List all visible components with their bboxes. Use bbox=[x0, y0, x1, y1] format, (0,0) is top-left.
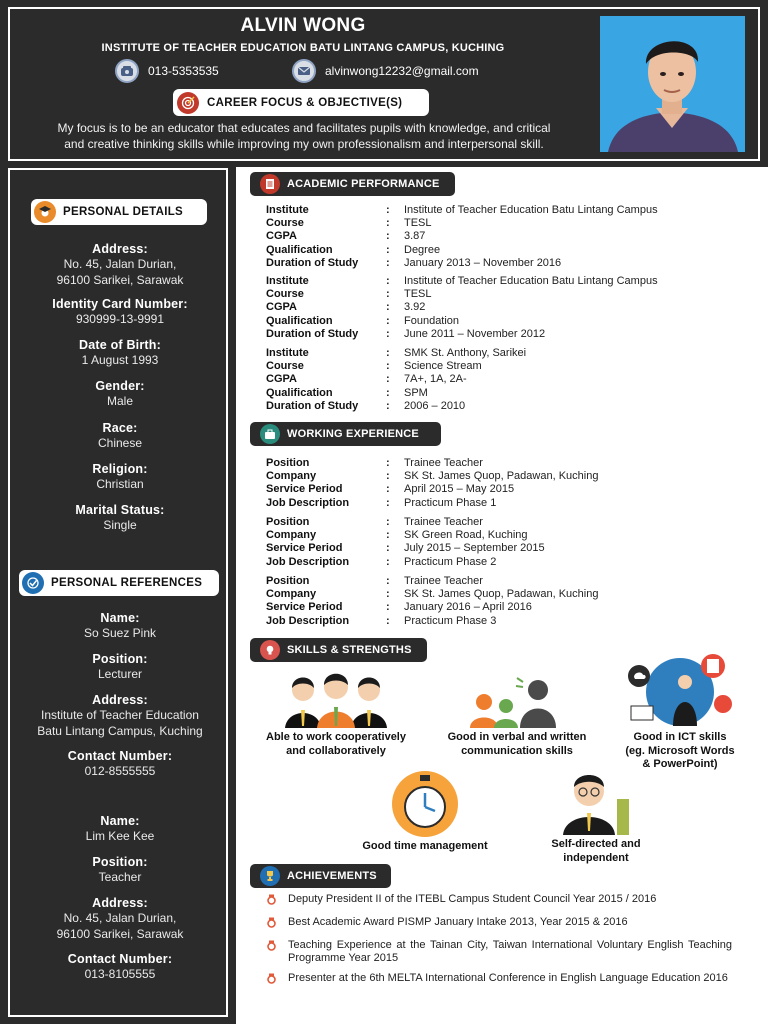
personal-details-title: PERSONAL DETAILS bbox=[63, 206, 184, 218]
kv-row bbox=[266, 301, 746, 314]
field-value: Teacher bbox=[98, 870, 142, 884]
field-value: Lecturer bbox=[97, 667, 143, 681]
document-icon bbox=[260, 174, 280, 194]
kv-colon: : bbox=[386, 542, 390, 555]
kv-value: 2006 – 2010 bbox=[404, 399, 466, 412]
field-value: So Suez Pink bbox=[83, 626, 157, 640]
resume-header bbox=[0, 0, 768, 167]
kv-colon: : bbox=[386, 360, 390, 373]
kv-colon: : bbox=[386, 327, 390, 340]
skill-ict bbox=[606, 650, 754, 772]
kv-key: Company bbox=[266, 529, 317, 542]
detail-ic-number bbox=[10, 297, 230, 327]
kv-key: CGPA bbox=[266, 373, 297, 386]
achievements-title: ACHIEVEMENTS bbox=[287, 870, 377, 882]
kv-key: Job Description bbox=[266, 555, 350, 568]
stopwatch-icon bbox=[385, 771, 465, 837]
ref1-address bbox=[10, 693, 230, 739]
field-value: Lim Kee Kee bbox=[85, 829, 155, 843]
kv-value: Practicum Phase 2 bbox=[404, 555, 497, 568]
skill-caption: & PowerPoint) bbox=[642, 758, 718, 770]
briefcase-icon bbox=[260, 424, 280, 444]
field-value: Chinese bbox=[97, 436, 143, 450]
kv-colon: : bbox=[386, 529, 390, 542]
email-icon bbox=[292, 59, 316, 83]
achievement-text: Teaching Experience at the Tainan City, Taiwan International Voluntary English Teaching Programme Year 2015 bbox=[288, 939, 732, 964]
field-value: Male bbox=[106, 394, 133, 408]
kv-key: Qualification bbox=[266, 386, 333, 399]
reader-icon bbox=[559, 771, 633, 835]
profile-photo bbox=[600, 16, 745, 152]
kv-colon: : bbox=[386, 256, 390, 269]
graduate-icon bbox=[34, 201, 56, 223]
kv-colon: : bbox=[386, 588, 390, 601]
academic-performance-label bbox=[250, 172, 455, 196]
field-label: Contact Number: bbox=[67, 749, 173, 763]
kv-colon: : bbox=[386, 470, 390, 483]
kv-key: Duration of Study bbox=[266, 327, 359, 340]
skill-caption: Good time management bbox=[362, 840, 488, 852]
kv-value: TESL bbox=[404, 288, 432, 301]
kv-value: 3.92 bbox=[404, 301, 426, 314]
main-content bbox=[236, 167, 768, 1024]
kv-value: Practicum Phase 3 bbox=[404, 614, 497, 627]
communication-icon bbox=[462, 670, 572, 728]
ict-icon bbox=[623, 650, 737, 728]
sidebar bbox=[0, 167, 236, 1024]
kv-row bbox=[266, 328, 746, 341]
field-value: No. 45, Jalan Durian, bbox=[63, 911, 177, 925]
field-value: 013-8105555 bbox=[84, 967, 156, 981]
skill-time-management bbox=[340, 771, 510, 854]
kv-key: Position bbox=[266, 457, 310, 469]
kv-colon: : bbox=[386, 601, 390, 614]
kv-colon: : bbox=[386, 399, 390, 412]
kv-value: 3.87 bbox=[404, 230, 426, 243]
achievement-item bbox=[266, 972, 732, 988]
kv-row bbox=[266, 542, 746, 555]
candidate-name: ALVIN WONG bbox=[240, 15, 366, 36]
kv-row bbox=[266, 257, 746, 270]
kv-colon: : bbox=[386, 243, 390, 256]
kv-colon: : bbox=[386, 204, 390, 216]
kv-colon: : bbox=[386, 373, 390, 386]
kv-colon: : bbox=[386, 555, 390, 568]
kv-row bbox=[266, 556, 746, 569]
kv-value: SK St. James Quop, Padawan, Kuching bbox=[404, 470, 599, 483]
field-label: Date of Birth: bbox=[79, 338, 161, 352]
field-label: Race: bbox=[102, 421, 138, 435]
field-value: No. 45, Jalan Durian, bbox=[63, 257, 177, 271]
kv-row bbox=[266, 244, 746, 257]
kv-row bbox=[266, 288, 746, 301]
kv-key: Service Period bbox=[266, 542, 343, 555]
kv-colon: : bbox=[386, 288, 390, 301]
skill-caption: Good in verbal and written bbox=[447, 731, 587, 743]
academic-entry bbox=[266, 204, 746, 270]
team-icon bbox=[281, 670, 391, 728]
achievement-item bbox=[266, 939, 732, 965]
kv-key: CGPA bbox=[266, 301, 297, 314]
kv-key: Duration of Study bbox=[266, 256, 359, 269]
skill-caption: Able to work cooperatively bbox=[266, 731, 406, 743]
kv-colon: : bbox=[386, 575, 390, 587]
kv-colon: : bbox=[386, 457, 390, 469]
email-address[interactable]: alvinwong12232@gmail.com bbox=[325, 64, 479, 78]
kv-value: SK Green Road, Kuching bbox=[404, 529, 528, 542]
kv-row bbox=[266, 516, 746, 529]
field-label: Position: bbox=[92, 652, 148, 666]
field-label: Marital Status: bbox=[75, 503, 165, 517]
kv-key: CGPA bbox=[266, 230, 297, 243]
kv-value: Institute of Teacher Education Batu Lintang Campus bbox=[404, 204, 658, 216]
ref2-name bbox=[10, 814, 230, 844]
field-label: Contact Number: bbox=[67, 952, 173, 966]
field-value: 96100 Sarikei, Sarawak bbox=[56, 927, 184, 941]
kv-value: January 2016 – April 2016 bbox=[404, 601, 532, 614]
medal-icon bbox=[266, 972, 288, 988]
kv-value: Science Stream bbox=[404, 360, 482, 373]
kv-row bbox=[266, 588, 746, 601]
working-experience-label bbox=[250, 422, 441, 446]
kv-key: Institute bbox=[266, 204, 309, 216]
kv-row bbox=[266, 275, 746, 288]
detail-race bbox=[10, 421, 230, 451]
kv-key: Duration of Study bbox=[266, 399, 359, 412]
kv-colon: : bbox=[386, 301, 390, 314]
personal-references-label bbox=[19, 570, 219, 596]
ref1-contact bbox=[10, 749, 230, 779]
kv-value: SMK St. Anthony, Sarikei bbox=[404, 347, 527, 359]
field-label: Gender: bbox=[95, 379, 145, 393]
ref1-name bbox=[10, 611, 230, 641]
institute-name: INSTITUTE OF TEACHER EDUCATION BATU LINTANG CAMPUS, KUCHING bbox=[101, 42, 505, 54]
kv-key: Course bbox=[266, 360, 304, 373]
kv-key: Course bbox=[266, 288, 304, 301]
header-content bbox=[10, 9, 596, 159]
kv-colon: : bbox=[386, 614, 390, 627]
phone-contact bbox=[115, 59, 219, 83]
ref2-contact bbox=[10, 952, 230, 982]
kv-row bbox=[266, 457, 746, 470]
field-label: Name: bbox=[100, 814, 140, 828]
kv-key: Qualification bbox=[266, 243, 333, 256]
kv-value: June 2011 – November 2012 bbox=[404, 327, 546, 340]
kv-value: Foundation bbox=[404, 314, 460, 327]
kv-row bbox=[266, 230, 746, 243]
skill-caption: independent bbox=[563, 851, 629, 864]
handshake-icon bbox=[22, 572, 44, 594]
field-value: 96100 Sarikei, Sarawak bbox=[56, 273, 184, 287]
kv-colon: : bbox=[386, 217, 390, 230]
kv-row bbox=[266, 529, 746, 542]
kv-key: Service Period bbox=[266, 601, 343, 614]
kv-key: Position bbox=[266, 516, 310, 528]
experience-entry bbox=[266, 516, 746, 569]
kv-value: Trainee Teacher bbox=[404, 457, 483, 469]
kv-key: Company bbox=[266, 470, 317, 483]
kv-value: January 2013 – November 2016 bbox=[404, 256, 562, 269]
skills-strengths-label bbox=[250, 638, 427, 662]
kv-colon: : bbox=[386, 275, 390, 287]
email-contact bbox=[292, 59, 479, 83]
medal-icon bbox=[266, 939, 288, 965]
kv-row bbox=[266, 601, 746, 614]
skill-caption: (eg. Microsoft Words bbox=[625, 744, 735, 757]
field-label: Address: bbox=[92, 693, 148, 707]
kv-key: Course bbox=[266, 217, 304, 230]
kv-value: Degree bbox=[404, 243, 441, 256]
field-label: Address: bbox=[92, 896, 148, 910]
kv-colon: : bbox=[386, 386, 390, 399]
kv-colon: : bbox=[386, 347, 390, 359]
personal-details-label bbox=[31, 199, 207, 225]
skill-communication bbox=[432, 670, 602, 758]
kv-value: SK St. James Quop, Padawan, Kuching bbox=[404, 588, 599, 601]
academic-performance-title: ACADEMIC PERFORMANCE bbox=[287, 178, 440, 190]
objective-text bbox=[24, 120, 584, 152]
field-label: Position: bbox=[92, 855, 148, 869]
ref2-position bbox=[10, 855, 230, 885]
field-value: Batu Lintang Campus, Kuching bbox=[37, 724, 203, 738]
kv-value: Trainee Teacher bbox=[404, 516, 483, 528]
skill-caption: Self-directed and bbox=[551, 838, 641, 850]
kv-colon: : bbox=[386, 483, 390, 496]
ref1-position bbox=[10, 652, 230, 682]
kv-value: July 2015 – September 2015 bbox=[404, 542, 545, 555]
kv-row bbox=[266, 400, 746, 413]
kv-value: SPM bbox=[404, 386, 428, 399]
field-label: Identity Card Number: bbox=[52, 297, 188, 311]
achievement-item bbox=[266, 893, 732, 909]
kv-value: Institute of Teacher Education Batu Lintang Campus bbox=[404, 275, 658, 287]
personal-references-title: PERSONAL REFERENCES bbox=[51, 577, 203, 589]
objective-line: and creative thinking skills while improving my own professionalism and interpersonal skill. bbox=[64, 137, 544, 151]
sidebar-frame bbox=[8, 168, 228, 1017]
kv-row bbox=[266, 497, 746, 510]
kv-row bbox=[266, 483, 746, 496]
kv-key: Institute bbox=[266, 275, 309, 287]
phone-number[interactable]: 013-5353535 bbox=[148, 64, 219, 78]
kv-row bbox=[266, 315, 746, 328]
achievements-label bbox=[250, 864, 391, 888]
contact-row bbox=[10, 59, 596, 83]
field-label: Address: bbox=[92, 242, 148, 256]
achievement-text: Deputy President II of the ITEBL Campus Student Council Year 2015 / 2016 bbox=[288, 893, 657, 905]
detail-religion bbox=[10, 462, 230, 492]
career-focus-title: CAREER FOCUS & OBJECTIVE(S) bbox=[207, 96, 403, 109]
kv-row bbox=[266, 373, 746, 386]
skill-caption: and collaboratively bbox=[286, 744, 386, 757]
kv-row bbox=[266, 470, 746, 483]
academic-entry bbox=[266, 347, 746, 413]
phone-icon bbox=[115, 59, 139, 83]
target-icon bbox=[177, 92, 199, 114]
detail-address bbox=[10, 242, 230, 288]
kv-row bbox=[266, 217, 746, 230]
kv-row bbox=[266, 615, 746, 628]
experience-entry bbox=[266, 457, 746, 510]
kv-key: Institute bbox=[266, 347, 309, 359]
kv-value: TESL bbox=[404, 217, 432, 230]
academic-entry bbox=[266, 275, 746, 341]
skill-caption: communication skills bbox=[461, 744, 573, 757]
kv-value: Trainee Teacher bbox=[404, 575, 483, 587]
field-value: 012-8555555 bbox=[84, 764, 156, 778]
field-value: 1 August 1993 bbox=[81, 353, 159, 367]
skill-caption: Good in ICT skills bbox=[633, 731, 727, 743]
detail-marital-status bbox=[10, 503, 230, 533]
career-focus-label bbox=[173, 89, 429, 116]
field-value: 930999-13-9991 bbox=[75, 312, 165, 326]
header-frame bbox=[8, 7, 760, 161]
kv-row bbox=[266, 360, 746, 373]
kv-key: Qualification bbox=[266, 314, 333, 327]
field-value: Christian bbox=[96, 477, 144, 491]
achievement-text: Presenter at the 6th MELTA International Conference in English Language Education 2016 bbox=[288, 972, 728, 984]
field-value: Institute of Teacher Education bbox=[41, 708, 199, 722]
skills-strengths-title: SKILLS & STRENGTHS bbox=[287, 644, 412, 656]
kv-colon: : bbox=[386, 230, 390, 243]
achievements-list bbox=[266, 893, 732, 995]
working-experience-title: WORKING EXPERIENCE bbox=[287, 428, 419, 440]
detail-gender bbox=[10, 379, 230, 409]
skill-teamwork bbox=[250, 670, 422, 758]
achievement-text: Best Academic Award PISMP January Intake 2013, Year 2015 & 2016 bbox=[288, 916, 628, 928]
medal-icon bbox=[266, 916, 288, 932]
kv-key: Service Period bbox=[266, 483, 343, 496]
kv-row bbox=[266, 387, 746, 400]
skill-self-directed bbox=[526, 771, 666, 865]
field-label: Religion: bbox=[92, 462, 148, 476]
kv-value: 7A+, 1A, 2A- bbox=[404, 373, 467, 386]
field-label: Name: bbox=[100, 611, 140, 625]
kv-value: April 2015 – May 2015 bbox=[404, 483, 515, 496]
ref2-address bbox=[10, 896, 230, 942]
field-value: Single bbox=[103, 518, 137, 532]
kv-key: Company bbox=[266, 588, 317, 601]
kv-colon: : bbox=[386, 314, 390, 327]
experience-entry bbox=[266, 575, 746, 628]
trophy-icon bbox=[260, 866, 280, 886]
kv-row bbox=[266, 575, 746, 588]
detail-dob bbox=[10, 338, 230, 368]
kv-row bbox=[266, 204, 746, 217]
medal-icon bbox=[266, 893, 288, 909]
lightbulb-icon bbox=[260, 640, 280, 660]
kv-colon: : bbox=[386, 496, 390, 509]
kv-value: Practicum Phase 1 bbox=[404, 496, 497, 509]
kv-colon: : bbox=[386, 516, 390, 528]
kv-key: Job Description bbox=[266, 614, 350, 627]
kv-key: Position bbox=[266, 575, 310, 587]
objective-line: My focus is to be an educator that educates and facilitates pupils with knowledge, and critical bbox=[57, 121, 551, 135]
kv-row bbox=[266, 347, 746, 360]
achievement-item bbox=[266, 916, 732, 932]
kv-key: Job Description bbox=[266, 496, 350, 509]
